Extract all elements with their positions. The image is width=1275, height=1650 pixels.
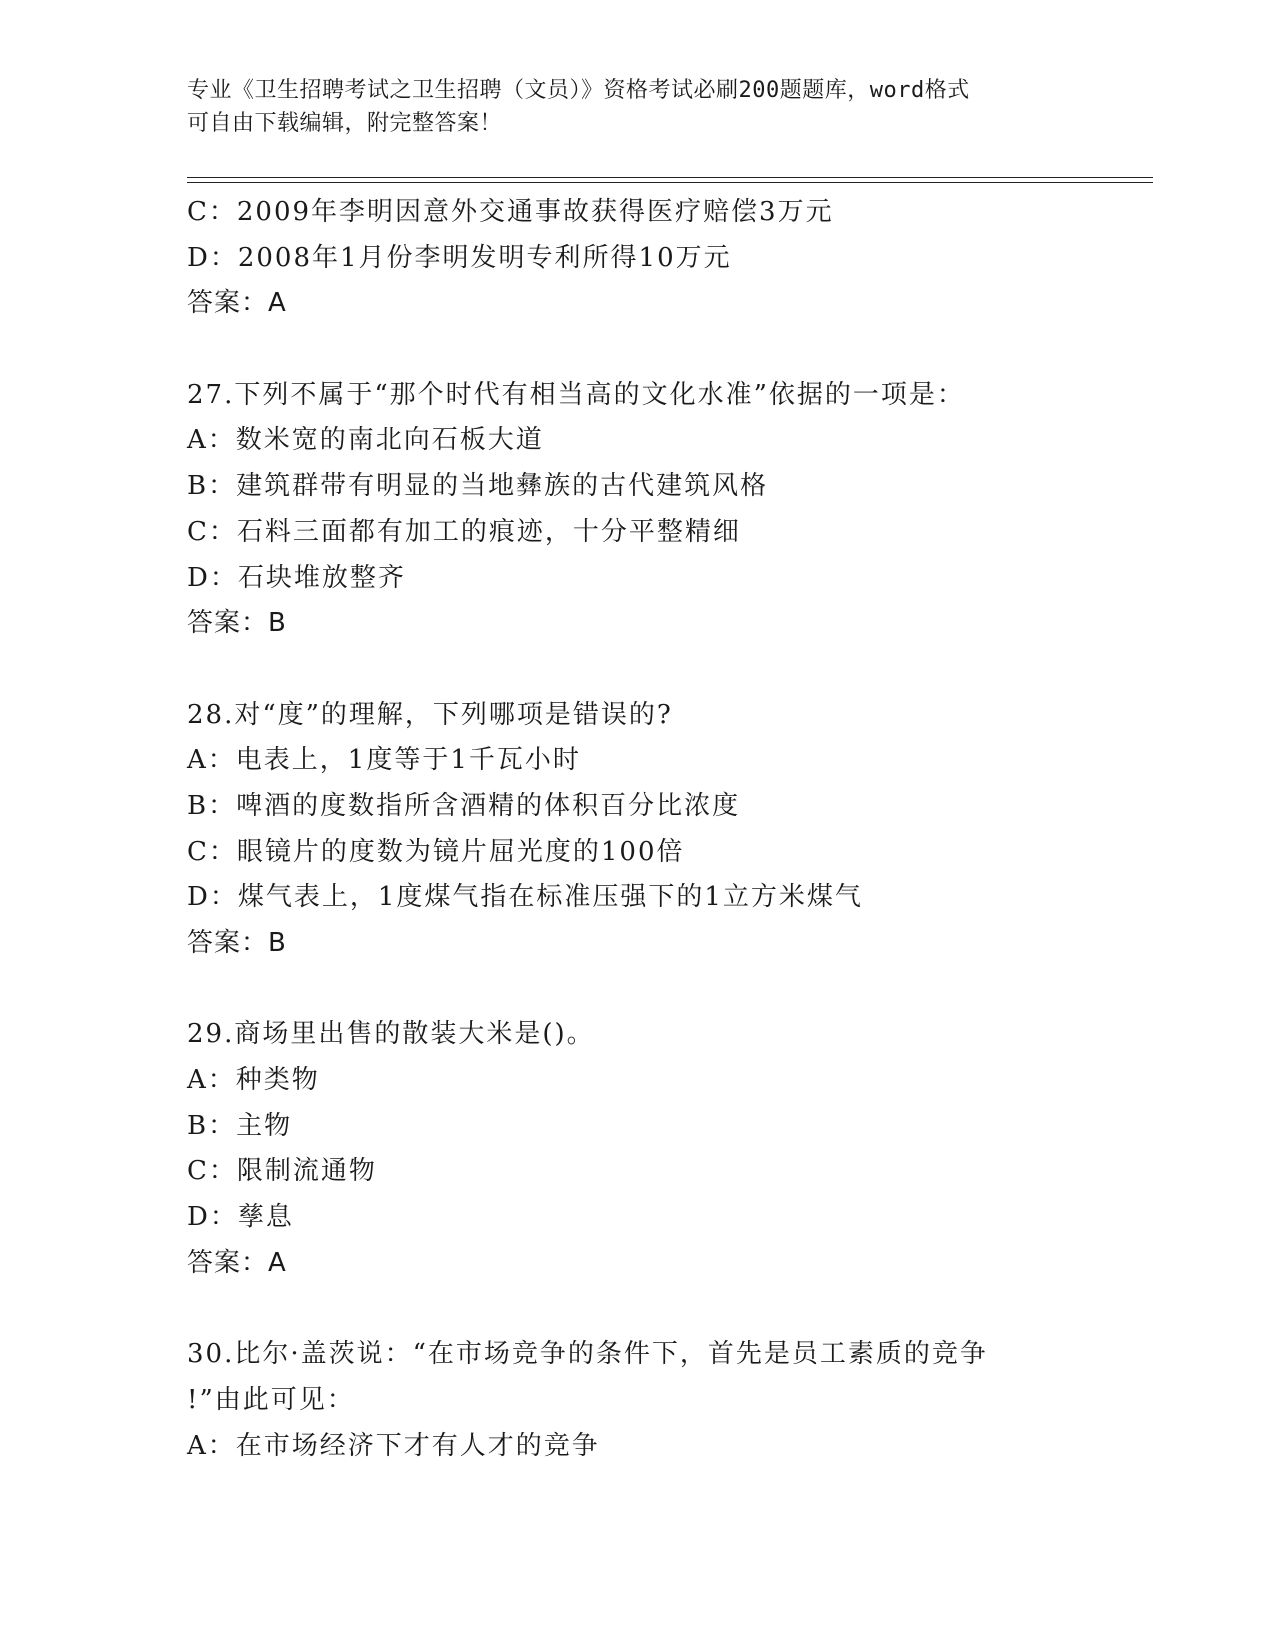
answer-line: 答案：B [187, 928, 287, 958]
spacer [187, 1287, 1107, 1333]
spacer [187, 967, 1107, 1013]
header-title-line-2: 可自由下载编辑，附完整答案！ [187, 111, 503, 136]
option-a: A：种类物 [187, 1065, 320, 1096]
option-c: C：2009年李明因意外交通事故获得医疗赔偿3万元 [187, 197, 834, 227]
header-divider-bottom [187, 182, 1153, 183]
option-d: D：石块堆放整齐 [187, 562, 406, 593]
option-a: A：数米宽的南北向石板大道 [187, 425, 544, 456]
option-b: B：建筑群带有明显的当地彝族的古代建筑风格 [187, 471, 769, 502]
option-d: D：孳息 [187, 1202, 294, 1233]
question-stem: 28.对“度”的理解，下列哪项是错误的? [187, 699, 673, 730]
option-d: D：2008年1月份李明发明专利所得10万元 [187, 242, 732, 273]
answer-line: 答案：A [187, 288, 287, 319]
option-b: B：主物 [187, 1110, 293, 1141]
option-a: A：电表上，1度等于1千瓦小时 [187, 745, 581, 776]
spacer [187, 647, 1107, 693]
header-divider-top [187, 177, 1153, 178]
question-stem: 29.商场里出售的散装大米是()。 [187, 1019, 595, 1050]
question-stem-line-1: 30.比尔·盖茨说：“在市场竞争的条件下，首先是员工素质的竞争 [187, 1339, 988, 1370]
option-c: C：限制流通物 [187, 1156, 377, 1187]
option-c: C：眼镜片的度数为镜片屈光度的100倍 [187, 836, 685, 867]
question-29 [187, 1012, 1107, 1286]
answer-line: 答案：B [187, 608, 287, 639]
option-d: D：煤气表上，1度煤气指在标准压强下的1立方米煤气 [187, 882, 863, 913]
option-c: C：石料三面都有加工的痕迹，十分平整精细 [187, 516, 741, 547]
question-28 [187, 693, 1107, 967]
header-title-line-1: 专业《卫生招聘考试之卫生招聘（文员）》资格考试必刷200题题库，word格式 [187, 78, 970, 103]
question-27 [187, 373, 1107, 647]
answer-line: 答案：A [187, 1247, 287, 1278]
document-header [187, 74, 1087, 140]
question-stem-line-2: !”由此可见： [187, 1384, 355, 1415]
question-list [187, 190, 1107, 1469]
question-26-continued [187, 190, 1107, 327]
option-b: B：啤酒的度数指所含酒精的体积百分比浓度 [187, 790, 741, 821]
question-stem: 27.下列不属于“那个时代有相当高的文化水准”依据的一项是： [187, 379, 965, 410]
question-30 [187, 1332, 1107, 1469]
spacer [187, 327, 1107, 373]
option-a: A：在市场经济下才有人才的竞争 [187, 1430, 600, 1461]
